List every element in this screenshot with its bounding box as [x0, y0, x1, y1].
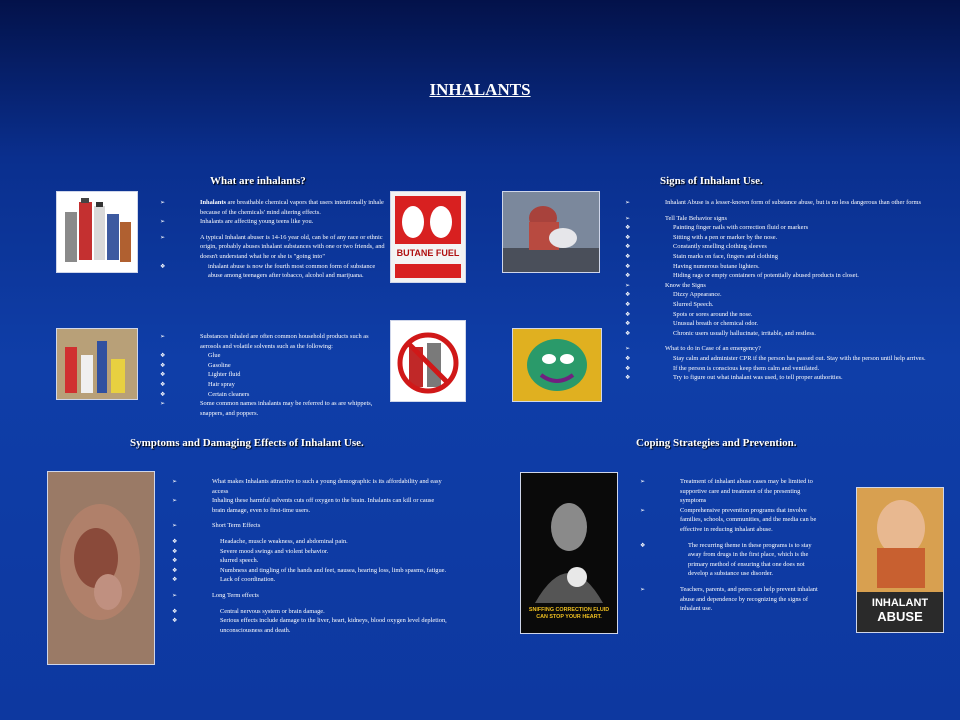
sub-bullet-item [625, 354, 945, 364]
bullet-text: Comprehensive prevention programs that involve families, schools, communities, and the media can be effective in reducing inhalant abuse. [680, 506, 817, 533]
heading-coping: Coping Strategies and Prevention. [636, 437, 797, 449]
what-text-block [160, 198, 386, 281]
bullet-text: Treatment of inhalant abuse cases may be limited to supportive care and treatment of the presenting symptoms [680, 478, 813, 505]
sub-bullet-item [160, 390, 386, 400]
person-slumped-photo [502, 191, 600, 273]
sub-bullet-item [172, 537, 448, 547]
bullet-text: Substances inhaled are often common household products such as aerosols and volatile solvents such as the following: [200, 333, 369, 350]
bullet-item [172, 496, 448, 515]
page-title: INHALANTS [429, 80, 531, 99]
sub-bullet-item [625, 262, 945, 272]
bullet-text: Short Term Effects [212, 522, 261, 530]
bullet-text: Hiding rags or empty containers of potentially abused products in closet. [673, 272, 859, 280]
bullet-text: Severe mood swings and violent behavior. [220, 547, 329, 555]
bullet-item [172, 477, 448, 496]
bullet-text: Some common names inhalants may be referred to as are whippets, snappers, and poppers. [200, 400, 373, 417]
sub-bullet-item [625, 364, 945, 374]
sub-bullet-item [160, 351, 386, 361]
sub-bullet-item [160, 370, 386, 380]
bullet-text: A typical Inhalant abuser is 14-16 year old, can be of any race or ethnic origin, probably abuses inhalant substances with one or two friends, and doesn't understand what he or she is "going into" [200, 233, 385, 260]
household-products-photo [56, 328, 138, 400]
sub-bullet-item [625, 290, 945, 300]
bullet-text: Try to figure out what inhalant was used, to tell proper authorities. [673, 374, 843, 382]
sub-bullet-item [172, 607, 448, 617]
bullet-text: Headache, muscle weakness, and abdominal pain. [220, 537, 348, 545]
bullet-text: Serious effects include damage to the liver, heart, kidneys, blood oxygen level depletion, unconsciousness and death. [220, 617, 447, 634]
poster-label-inhalant: INHALANT [871, 597, 929, 609]
bullet-text: Central nervous system or brain damage. [220, 607, 325, 615]
bullet-text: Teachers, parents, and peers can help prevent inhalant abuse and dependence by recognizing the signs of inhalant use. [680, 585, 818, 613]
heading-symptoms: Symptoms and Damaging Effects of Inhalant Use. [130, 437, 364, 449]
sniffing-poster-photo [520, 472, 618, 634]
bullet-item [640, 506, 826, 535]
sub-bullet-item [625, 242, 945, 252]
bullet-text: Numbness and tingling of the hands and feet, nausea, hearing loss, limb spasms, fatigue. [220, 566, 447, 574]
bullet-item [160, 198, 386, 217]
butane-fuel-photo [390, 191, 466, 283]
signs-text-block [625, 198, 945, 383]
bullet-text: Chronic users usually hallucinate, irritable, and restless. [673, 329, 816, 337]
bullet-text: Inhaling these harmful solvents cuts off oxygen to the brain. Inhalants can kill or cause brain damage, even to first-time users. [212, 497, 435, 514]
sub-bullet-item [625, 300, 945, 310]
sub-bullet-item [172, 616, 448, 635]
bullet-text: Sitting with a pen or marker by the nose. [673, 233, 778, 241]
bullet-text: Glue [208, 352, 221, 360]
bullet-text: If the person is conscious keep them calm and ventilated. [673, 364, 820, 372]
bullet-text: Certain cleaners [208, 390, 250, 398]
sub-bullet-item [625, 310, 945, 320]
bullet-text: Gasoline [208, 361, 231, 369]
bullet-text: Stay calm and administer CPR if the person has passed out. Stay with the person until help arrives. [673, 354, 926, 362]
bullet-text: Unusual breath or chemical odor. [673, 320, 759, 328]
aerosol-cans-photo [56, 191, 138, 273]
graffiti-art-photo [512, 328, 602, 402]
bullet-item [625, 198, 945, 208]
poster-label-abuse: ABUSE [877, 609, 923, 624]
bullet-item [640, 585, 826, 614]
bullet-item [160, 217, 386, 227]
bullet-item [625, 214, 945, 224]
bullet-item [160, 233, 386, 262]
bullet-item [172, 591, 448, 601]
bullet-text: Inhalants are affecting young teens like you. [200, 218, 314, 226]
symptoms-text-block [172, 477, 448, 635]
bullet-lead: Inhalants [200, 199, 226, 206]
sub-bullet-item [625, 329, 945, 339]
bullet-text: Inhalant Abuse is a lesser-known form of substance abuse, but is no less dangerous than other forms [665, 199, 921, 206]
sub-bullet-item [625, 373, 945, 383]
bullet-text: Spots or sores around the nose. [673, 310, 753, 318]
sub-bullet-item [625, 233, 945, 243]
bullet-item [160, 332, 386, 351]
bullet-text: Painting finger nails with correction fluid or markers [673, 224, 809, 232]
bullet-text: What to do in Case of an emergency? [665, 345, 761, 353]
bullet-item [625, 281, 945, 291]
bullet-text: inhalant abuse is now the fourth most common form of substance abuse among teenagers after tobacco, alcohol and marijuana. [208, 262, 376, 280]
sub-bullet-item [172, 575, 448, 585]
damaged-skin-photo [47, 471, 155, 665]
bullet-text: Tell Tale Behavior signs [665, 214, 727, 222]
sub-bullet-item [160, 262, 386, 281]
butane-fuel-label: BUTANE FUEL [396, 248, 460, 258]
coping-text-block [640, 477, 826, 614]
bullet-item [172, 521, 448, 531]
poster-caption: SNIFFING CORRECTION FLUID CAN STOP YOUR HEART. [528, 607, 610, 620]
bullet-text: Hair spray [208, 380, 235, 388]
bullet-text: Lighter fluid [208, 371, 241, 379]
bullet-text: Long Term effects [212, 591, 259, 599]
bullet-text: Stain marks on face, fingers and clothing [673, 252, 778, 260]
sub-bullet-item [625, 223, 945, 233]
bullet-text: Dizzy Appearance. [673, 291, 722, 299]
heading-what-are-inhalants: What are inhalants? [210, 175, 306, 187]
sub-bullet-item [172, 566, 448, 576]
no-inhalants-sign-photo [390, 320, 466, 402]
bullet-text: Lack of coordination. [220, 576, 276, 584]
bullet-text: What makes Inhalants attractive to such a young demographic is its affordability and easy access [212, 478, 442, 495]
bullet-text: Having numerous butane lighters. [673, 262, 760, 270]
sub-bullet-item [160, 361, 386, 371]
bullet-item [625, 344, 945, 354]
heading-signs: Signs of Inhalant Use. [660, 175, 763, 187]
sub-bullet-item [172, 556, 448, 566]
sub-bullet-item [625, 271, 945, 281]
bullet-item [640, 477, 826, 506]
bullet-text: The recurring theme in these programs is to stay away from drugs in the first place, which is the primary method of ensuring that one does not develop a substance use disorder. [688, 541, 812, 578]
bullet-text: Know the Signs [665, 281, 706, 289]
inhalant-abuse-poster [856, 487, 944, 633]
what-substances-block [160, 332, 386, 418]
bullet-text: Slurred Speech. [673, 300, 714, 308]
sub-bullet-item [160, 380, 386, 390]
bullet-text: slurred speech. [220, 557, 259, 565]
sub-bullet-item [625, 252, 945, 262]
bullet-text: are breathable chemical vapors that users intentionally inhale because of the chemicals' mind altering effects. [200, 199, 384, 216]
bullet-text: Constantly smelling clothing sleeves [673, 243, 767, 251]
sub-bullet-item [640, 541, 826, 579]
sub-bullet-item [625, 319, 945, 329]
sub-bullet-item [172, 547, 448, 557]
bullet-item [160, 399, 386, 418]
